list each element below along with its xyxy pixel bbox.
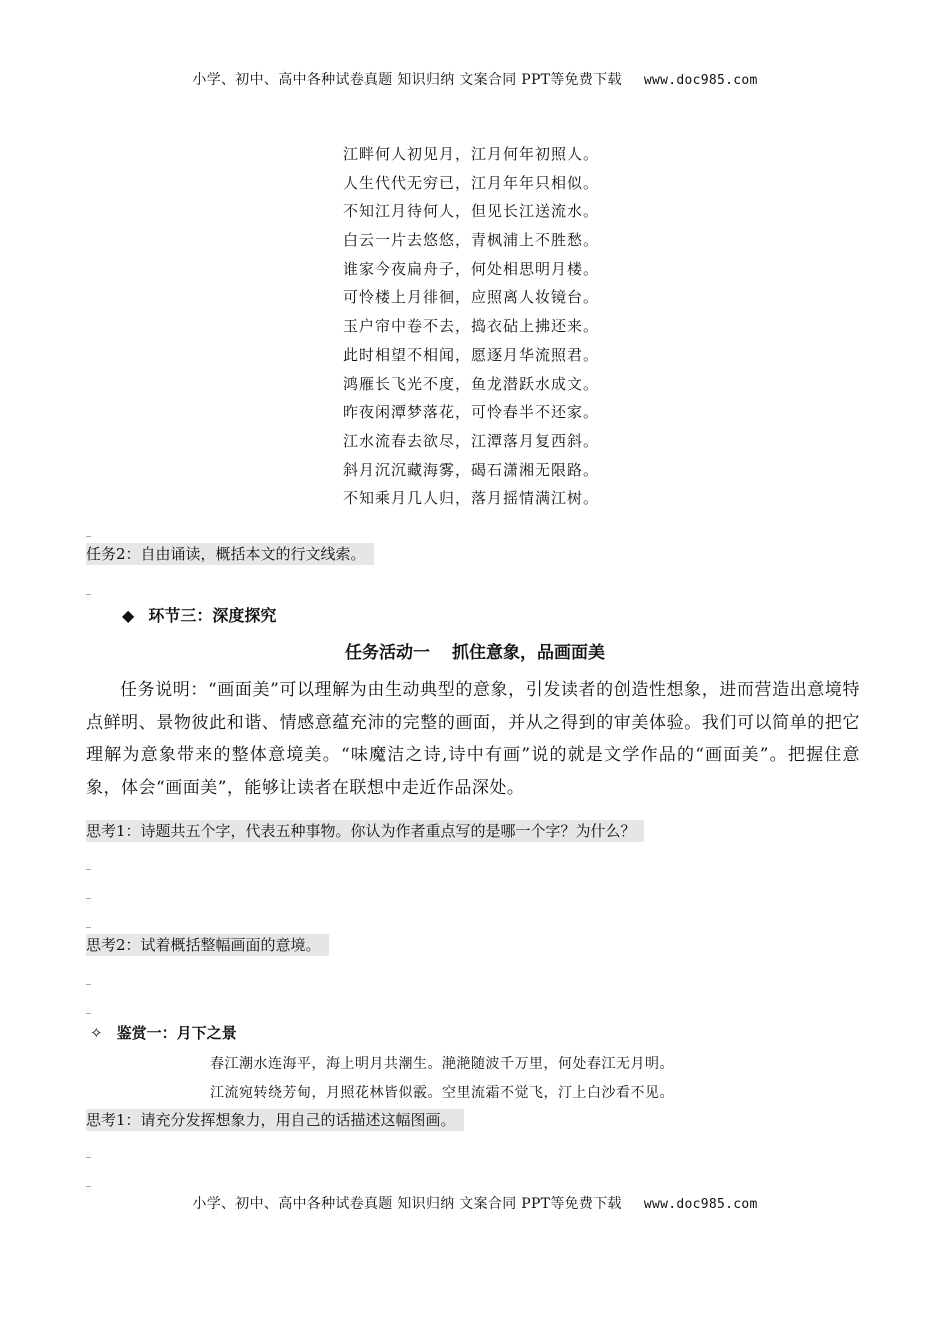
poem-line: 可怜楼上月徘徊，应照离人妆镜台。 xyxy=(343,288,600,307)
poem-line: 人生代代无穷已，江月年年只相似。 xyxy=(343,173,600,192)
appreciation-heading xyxy=(90,1022,237,1043)
poem-line: 此时相望不相闻，愿逐月华流照君。 xyxy=(343,345,600,364)
task-description: 任务说明：“画面美”可以理解为由生动典型的意象，引发读者的创造性想象，进而营造出意境特点鲜明、景物彼此和谐、情感意蕴充沛的完整的画面，并从之得到的审美体验。我们可以简单的把它理解为意象带来的整体意境美。“味魔洁之诗,诗中有画”说的就是文学作品的“画面美”。把握住意象，体会“画面美”，能够让读者在联想中走近作品深处。 xyxy=(86,680,860,798)
poem-line: 斜月沉沉藏海雾，碣石潇湘无限路。 xyxy=(343,460,600,479)
header-text: 小学、初中、高中各种试卷真题 知识归纳 文案合同 PPT等免费下载 xyxy=(192,72,622,88)
footer-text: 小学、初中、高中各种试卷真题 知识归纳 文案合同 PPT等免费下载 xyxy=(192,1196,622,1212)
think-1-prompt: 思考1：诗题共五个字，代表五种事物。你认为作者重点写的是哪一个字？为什么？ xyxy=(86,820,644,842)
poem-line: 谁家今夜扁舟子，何处相思明月楼。 xyxy=(343,259,600,278)
diamond-bullet-icon: ◆ xyxy=(122,606,135,625)
activity-title-part-1: 任务活动一 xyxy=(345,643,430,663)
blank-mark: _ xyxy=(86,526,91,537)
section-title: 环节三：深度探究 xyxy=(148,606,277,625)
poem-line: 不知江月待何人，但见长江送流水。 xyxy=(343,202,600,221)
blank-mark: _ xyxy=(86,1003,91,1014)
poem-line: 玉户帘中卷不去，捣衣砧上拂还来。 xyxy=(343,317,600,336)
header-url[interactable]: www.doc985.com xyxy=(643,73,758,88)
blank-mark: _ xyxy=(86,888,91,899)
verse-line: 江流宛转绕芳甸，月照花林皆似霰。空里流霜不觉飞，汀上白沙看不见。 xyxy=(210,1085,674,1101)
activity-title xyxy=(0,638,950,663)
activity-title-part-2: 抓住意象，品画面美 xyxy=(452,643,605,663)
poem-line: 白云一片去悠悠，青枫浦上不胜愁。 xyxy=(343,231,600,250)
sparkle-bullet-icon: ✧ xyxy=(90,1024,103,1042)
footer-url[interactable]: www.doc985.com xyxy=(643,1197,758,1212)
verse-line: 春江潮水连海平，海上明月共潮生。滟滟随波千万里，何处春江无月明。 xyxy=(210,1056,674,1072)
poem-line: 江畔何人初见月，江月何年初照人。 xyxy=(343,145,600,163)
blank-mark: _ xyxy=(86,1176,91,1187)
section-heading xyxy=(122,603,276,626)
poem-line: 江水流春去欲尽，江潭落月复西斜。 xyxy=(343,431,600,450)
appreciation-title: 鉴赏一：月下之景 xyxy=(116,1024,237,1042)
blank-mark: _ xyxy=(86,859,91,870)
think-3-prompt: 思考1：请充分发挥想象力，用自己的话描述这幅图画。 xyxy=(86,1109,464,1131)
poem-line: 鸿雁长飞光不度，鱼龙潜跃水成文。 xyxy=(343,374,600,393)
page-header xyxy=(0,69,950,89)
blank-mark: _ xyxy=(86,584,91,595)
blank-mark: _ xyxy=(86,974,91,985)
poem-block xyxy=(343,140,599,513)
task-2-prompt: 任务2：自由诵读，概括本文的行文线索。 xyxy=(86,543,374,565)
blank-mark: _ xyxy=(86,917,91,928)
blank-mark: _ xyxy=(86,1147,91,1158)
page-footer xyxy=(0,1193,950,1213)
poem-line: 不知乘月几人归，落月摇情满江树。 xyxy=(343,489,600,508)
poem-line: 昨夜闲潭梦落花，可怜春半不还家。 xyxy=(343,403,600,422)
think-2-prompt: 思考2：试着概括整幅画面的意境。 xyxy=(86,934,329,956)
